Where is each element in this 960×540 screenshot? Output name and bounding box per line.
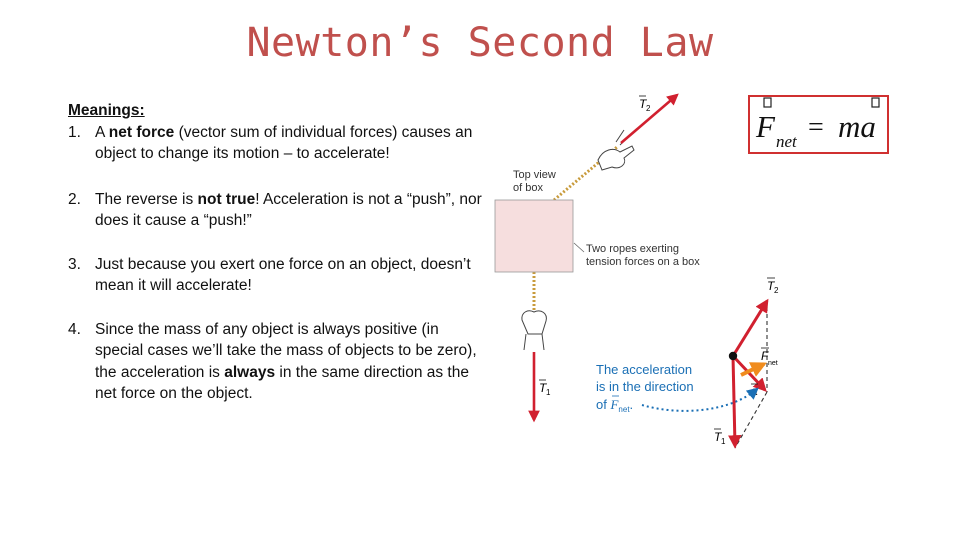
t1-label-fbd — [714, 429, 726, 446]
formula-lhs: F — [756, 109, 775, 144]
item-bold-text: not true — [197, 190, 256, 208]
item-number: 3. — [68, 255, 81, 273]
t2-subscript: 2 — [646, 104, 651, 113]
top-view-label: Top view of box — [513, 169, 556, 194]
meaning-item-3 — [68, 254, 488, 297]
item-text: in the same direction as the net force on the object. — [95, 363, 469, 402]
fnet-letter: F — [761, 349, 769, 363]
t2-subscript: 2 — [774, 286, 779, 295]
acceleration-note-line3: of $F_{net}$. — [596, 397, 634, 414]
t1-subscript: 1 — [546, 388, 551, 397]
item-text: The reverse is — [95, 190, 198, 208]
meanings-heading: Meanings: — [68, 102, 145, 119]
t2-letter: T — [639, 97, 647, 111]
t2-letter: T — [767, 279, 775, 293]
item-number: 2. — [68, 190, 81, 208]
formula-lhs-subscript: net — [776, 132, 797, 151]
t1-label-left — [539, 380, 551, 397]
t1-letter: T — [714, 430, 722, 444]
item-number: 4. — [68, 320, 81, 338]
item-text: ! Acceleration is not a “push”, nor does it cause a “push!” — [95, 190, 482, 229]
item-text: A — [95, 123, 109, 141]
item-number: 1. — [68, 123, 81, 141]
item-bold-text: net force — [108, 123, 175, 141]
t1-subscript: 1 — [721, 437, 726, 446]
placeholder-glyph — [872, 98, 879, 107]
t1-letter: T — [539, 381, 547, 395]
fnet-subscript: net — [768, 360, 778, 367]
callout-line — [574, 243, 584, 252]
tension-arrow-2 — [621, 95, 677, 143]
a-letter: a — [751, 384, 758, 398]
object-point — [729, 352, 737, 360]
t2-label-fbd — [767, 278, 779, 295]
t2-label-top — [639, 96, 651, 113]
force-diagram — [490, 84, 790, 456]
formula-equals: = — [808, 112, 824, 143]
slide-title: Newton’s Second Law — [246, 20, 714, 66]
acceleration-note: The acceleration is in the direction — [596, 362, 694, 394]
item-bold-text: always — [224, 363, 276, 381]
meaning-item-2 — [68, 189, 488, 232]
formula-rhs: ma — [838, 109, 876, 144]
tension-arrow-1-fbd — [733, 356, 735, 446]
item-text: Just because you exert one force on an object, doesn’t mean it will accelerate! — [95, 255, 471, 294]
meanings-section — [68, 100, 488, 405]
ropes-label: Two ropes exerting tension forces on a box — [586, 243, 700, 268]
item-text: Since the mass of any object is always positive (in special cases we’ll take the mass of objects to be zero), the acceleration is — [95, 320, 477, 381]
meaning-item-1 — [68, 122, 488, 165]
dashed-guide — [735, 392, 767, 448]
lower-hand-icon — [522, 311, 546, 350]
item-text: (vector sum of individual forces) causes an object to change its motion – to accelerate! — [95, 123, 473, 162]
meaning-item-4 — [68, 319, 488, 405]
box — [495, 200, 573, 272]
